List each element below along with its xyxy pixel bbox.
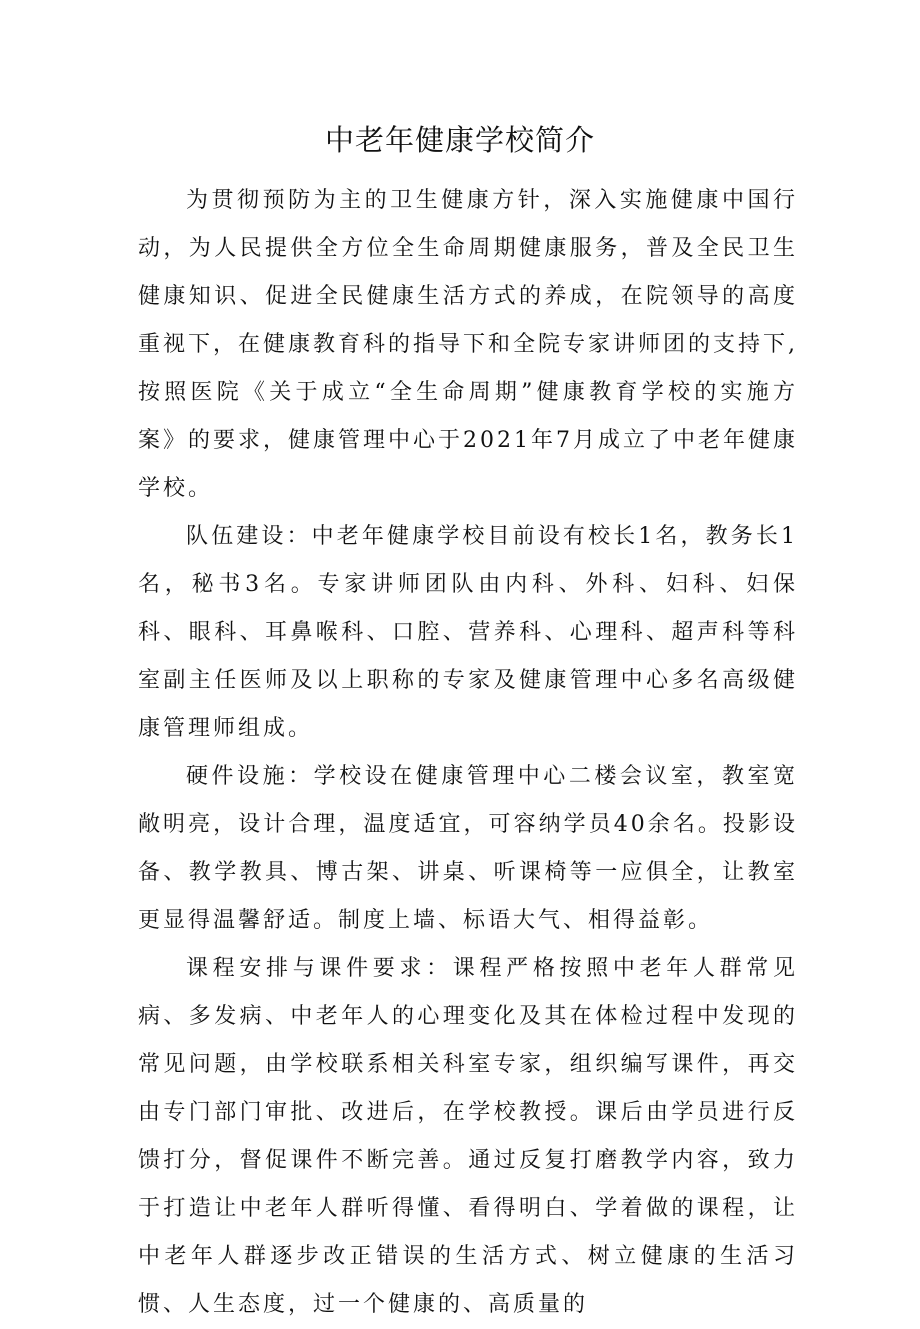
intro-paragraph: 为贯彻预防为主的卫生健康方针，深入实施健康中国行动，为人民提供全方位全生命周期健康服务，普及全民卫生健康知识、促进全民健康生活方式的养成，在院领导的高度重视下，在健康教育科的指导下和全院专家讲师团的支持下,按照医院《关于成立“全生命周期”健康教育学校的实施方案》的要求，健康管理中心于2021年7月成立了中老年健康学校。 [138, 188, 798, 501]
curriculum-paragraph: 课程安排与课件要求：课程严格按照中老年人群常见病、多发病、中老年人的心理变化及其在体检过程中发现的常见问题，由学校联系相关科室专家，组织编写课件，再交由专门部门审批、改进后，在学校教授。课后由学员进行反馈打分，督促课件不断完善。通过反复打磨教学内容，致力于打造让中老年人群听得懂、看得明白、学着做的课程，让中老年人群逐步改正错误的生活方式、树立健康的生活习惯、人生态度，过一个健康的、高质量的 [138, 956, 798, 1317]
team-paragraph: 队伍建设：中老年健康学校目前设有校长1名，教务长1名，秘书3名。专家讲师团队由内科、外科、妇科、妇保科、眼科、耳鼻喉科、口腔、营养科、心理科、超声科等科室副主任医师及以上职称的专家及健康管理中心多名高级健康管理师组成。 [138, 524, 798, 741]
document-body [138, 177, 798, 1329]
page-title: 中老年健康学校简介 [324, 123, 595, 157]
facilities-paragraph: 硬件设施：学校设在健康管理中心二楼会议室，教室宽敞明亮，设计合理，温度适宜，可容纳学员40余名。投影设备、教学教具、博古架、讲桌、听课椅等一应俱全，让教室更显得温馨舒适。制度上墙、标语大气、相得益彰。 [138, 764, 798, 933]
